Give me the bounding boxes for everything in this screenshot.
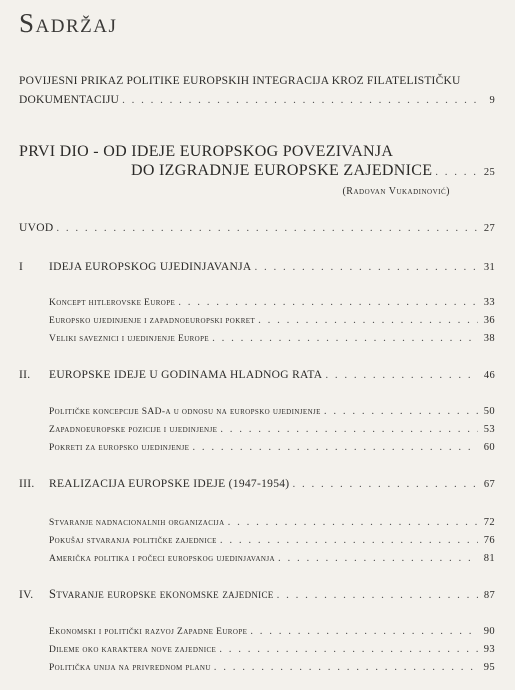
page-number: 33: [483, 297, 495, 308]
dot-leader: [214, 661, 478, 673]
dot-leader: [220, 534, 478, 546]
page-number: 87: [483, 590, 495, 601]
part-author: (Radovan Vukadinović): [342, 186, 450, 197]
subentry-title: Politička unija na privrednom planu: [49, 663, 211, 673]
dot-leader: [255, 261, 478, 273]
page-number: 90: [483, 626, 495, 637]
dot-leader: [435, 163, 478, 182]
subentry-title: Dileme oko karaktera nove zajednice: [49, 645, 217, 655]
dot-leader: [56, 222, 478, 234]
toc-subentry[interactable]: [19, 332, 495, 344]
page-number: 53: [483, 424, 495, 435]
chapter-title: REALIZACIJA EUROPSKE IDEJE (1947-1954): [49, 478, 290, 490]
toc-part-heading[interactable]: [19, 142, 495, 201]
subentry-title: Stvaranje nadnacionalnih organizacija: [49, 518, 225, 528]
toc-chapter[interactable]: [19, 478, 495, 490]
toc-subentry[interactable]: [19, 296, 495, 308]
chapter-number: IV.: [19, 589, 34, 601]
dot-leader: [220, 423, 478, 435]
dot-leader: [228, 516, 478, 528]
page-number: 72: [483, 517, 495, 528]
chapter-title: EUROPSKE IDEJE U GODINAMA HLADNOG RATA: [49, 369, 323, 381]
subentry-title: Američka politika i počeci europskog ujedinjavanja: [49, 554, 275, 564]
toc-subentry[interactable]: [19, 643, 495, 655]
page-number: 46: [483, 370, 495, 381]
subentry-title: Koncept hitlerovske Europe: [49, 298, 176, 308]
subentry-title: Zapadnoeuropske pozicije i ujedinjenje: [49, 425, 218, 435]
toc-subentry[interactable]: [19, 441, 495, 453]
toc-subentry[interactable]: [19, 405, 495, 417]
page-number: 50: [483, 406, 495, 417]
dot-leader: [178, 296, 478, 308]
page-number: 27: [483, 223, 495, 234]
subentry-title: Ekonomski i politički razvoj Zapadne Europe: [49, 627, 248, 637]
dot-leader: [324, 405, 478, 417]
page-number: 25: [483, 167, 495, 178]
dot-leader: [258, 314, 478, 326]
toc-chapter[interactable]: [19, 261, 495, 273]
toc-subentry[interactable]: [19, 314, 495, 326]
subentry-title: Pokreti za europsko ujedinjenje: [49, 443, 190, 453]
uvod-label: UVOD: [19, 222, 54, 234]
page-number: 9: [489, 95, 495, 106]
subentry-title: Veliki saveznici i ujedinjenje Europe: [49, 334, 210, 344]
chapter-title: IDEJA EUROPSKOG UJEDINJAVANJA: [49, 261, 252, 273]
page-number: 38: [483, 333, 495, 344]
toc-subentry[interactable]: [19, 552, 495, 564]
page-number: 67: [483, 479, 495, 490]
chapter-number: III.: [19, 478, 35, 490]
toc-entry-uvod[interactable]: [19, 222, 495, 234]
intro-title-line2: DOKUMENTACIJU: [19, 94, 120, 106]
toc-subentry[interactable]: [19, 625, 495, 637]
dot-leader: [250, 625, 478, 637]
page-title: Sadržaj: [19, 8, 118, 38]
toc-entry-intro[interactable]: [19, 72, 495, 110]
chapter-number: I: [19, 261, 24, 273]
page-number: 93: [483, 644, 495, 655]
dot-leader: [325, 369, 478, 381]
toc-chapter[interactable]: [19, 369, 495, 381]
page-number: 81: [483, 553, 495, 564]
dot-leader: [122, 91, 478, 110]
chapter-number: II.: [19, 369, 31, 381]
toc-subentry[interactable]: [19, 516, 495, 528]
subentry-title: Pokušaj stvaranja političke zajednice: [49, 536, 217, 546]
subentry-title: Europsko ujedinjenje i zapadnoeuropski pokret: [49, 316, 256, 326]
dot-leader: [192, 441, 478, 453]
page-number: 31: [483, 262, 495, 273]
intro-title-line1: POVIJESNI PRIKAZ POLITIKE EUROPSKIH INTEGRACIJA KROZ FILATELISTIČKU: [19, 75, 461, 87]
dot-leader: [277, 589, 478, 601]
dot-leader: [292, 478, 478, 490]
dot-leader: [212, 332, 478, 344]
part-title-line1: PRVI DIO - OD IDEJE EUROPSKOG POVEZIVANJA: [19, 143, 394, 160]
toc-subentry[interactable]: [19, 534, 495, 546]
dot-leader: [278, 552, 478, 564]
part-title-line2: DO IZGRADNJE EUROPSKE ZAJEDNICE: [131, 162, 433, 179]
dot-leader: [219, 643, 478, 655]
chapter-title: Stvaranje europske ekonomske zajednice: [49, 587, 274, 601]
page-number: 95: [483, 662, 495, 673]
toc-chapter[interactable]: [19, 587, 495, 602]
page-number: 60: [483, 442, 495, 453]
page-number: 76: [483, 535, 495, 546]
toc-subentry[interactable]: [19, 661, 495, 673]
toc-subentry[interactable]: [19, 423, 495, 435]
page-number: 36: [483, 315, 495, 326]
subentry-title: Političke koncepcije SAD-a u odnosu na europsko ujedinjenje: [49, 407, 321, 417]
